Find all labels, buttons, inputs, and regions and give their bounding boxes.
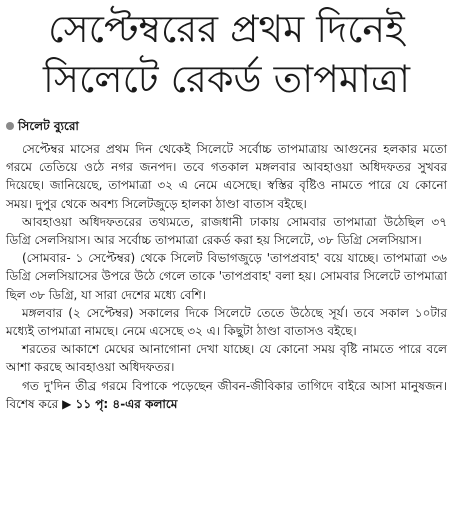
paragraph-6 xyxy=(6,377,447,413)
continuation-link[interactable]: ▶ ১১ পৃ: ৪-এর কলামে xyxy=(62,396,178,411)
bullet-icon xyxy=(6,122,14,130)
paragraph-1: সেপ্টেম্বর মাসের প্রথম দিন থেকেই সিলেটে সর্বোচ্চ তাপমাত্রায় আগুনের হলকার মতো গরমে তেতিয়ে ওঠে নগর জনপদ। তবে গতকাল মঙ্গলবার আবহাওয়া অধিদফতর সুখবর দিয়েছে। জানিয়েছে, তাপমাত্রা ৩২ এ নেমে এসেছে। স্বস্তির বৃষ্টিও নামতে পারে যে কোনো সময়। দুপুর থেকে অবশ্য সিলেটজুড়ে হালকা ঠাণ্ডা বাতাস বইছে। xyxy=(6,142,447,211)
headline xyxy=(0,4,453,104)
paragraph-6-text: গত দু'দিন তীব্র গরমে বিপাকে পড়েছেন জীবন-জীবিকার তাগিদে বাইরে আসা মানুষজন। বিশেষ করে xyxy=(6,378,447,411)
paragraph-2: আবহাওয়া অধিদফতরের তথ্যমতে, রাজধানী ঢাকায় সোমবার তাপমাত্রা উঠেছিল ৩৭ ডিগ্রি সেলসিয়াস। আর সর্বোচ্চ তাপমাত্রা রেকর্ড করা হয় সিলেটে, ৩৮ ডিগ্রি সেলসিয়াস। xyxy=(6,214,447,248)
paragraph-5: শরতের আকাশে মেঘের আনাগোনা দেখা যাচ্ছে। যে কোনো সময় বৃষ্টি নামতে পারে বলে আশা করছে আবহাওয়া অধিদফতর। xyxy=(6,342,447,375)
headline-line-1: সেপ্টেম্বরের প্রথম দিনেই xyxy=(48,7,405,51)
byline-text: সিলেট ব্যুরো xyxy=(18,119,79,133)
paragraph-4: মঙ্গলবার (২ সেপ্টেম্বর) সকালের দিকে সিলেটে তেতে উঠেছে সূর্য। তবে সকাল ১০টার মধ্যেই তাপমাত্রা নামছে। নেমে এসেছে ৩২ এ। কিছুটা ঠাণ্ডা বাতাসও বইছে। xyxy=(6,305,447,339)
article-body xyxy=(6,140,447,413)
paragraph-3: (সোমবার- ১ সেপ্টেম্বর) থেকে সিলেট বিভাগজুড়ে 'তাপপ্রবাহ' বয়ে যাচ্ছে। তাপমাত্রা ৩৬ ডিগ্রি সেলসিয়াসের উপরে উঠে গেলে তাকে 'তাপপ্রবাহ' বলা হয়। সোমবার সিলেটে তাপমাত্রা ছিল ৩৮ ডিগ্রি, যা সারা দেশের মধ্যে বেশি। xyxy=(6,251,447,302)
byline xyxy=(6,118,79,134)
headline-line-2: সিলেটে রেকর্ড তাপমাত্রা xyxy=(43,57,410,101)
